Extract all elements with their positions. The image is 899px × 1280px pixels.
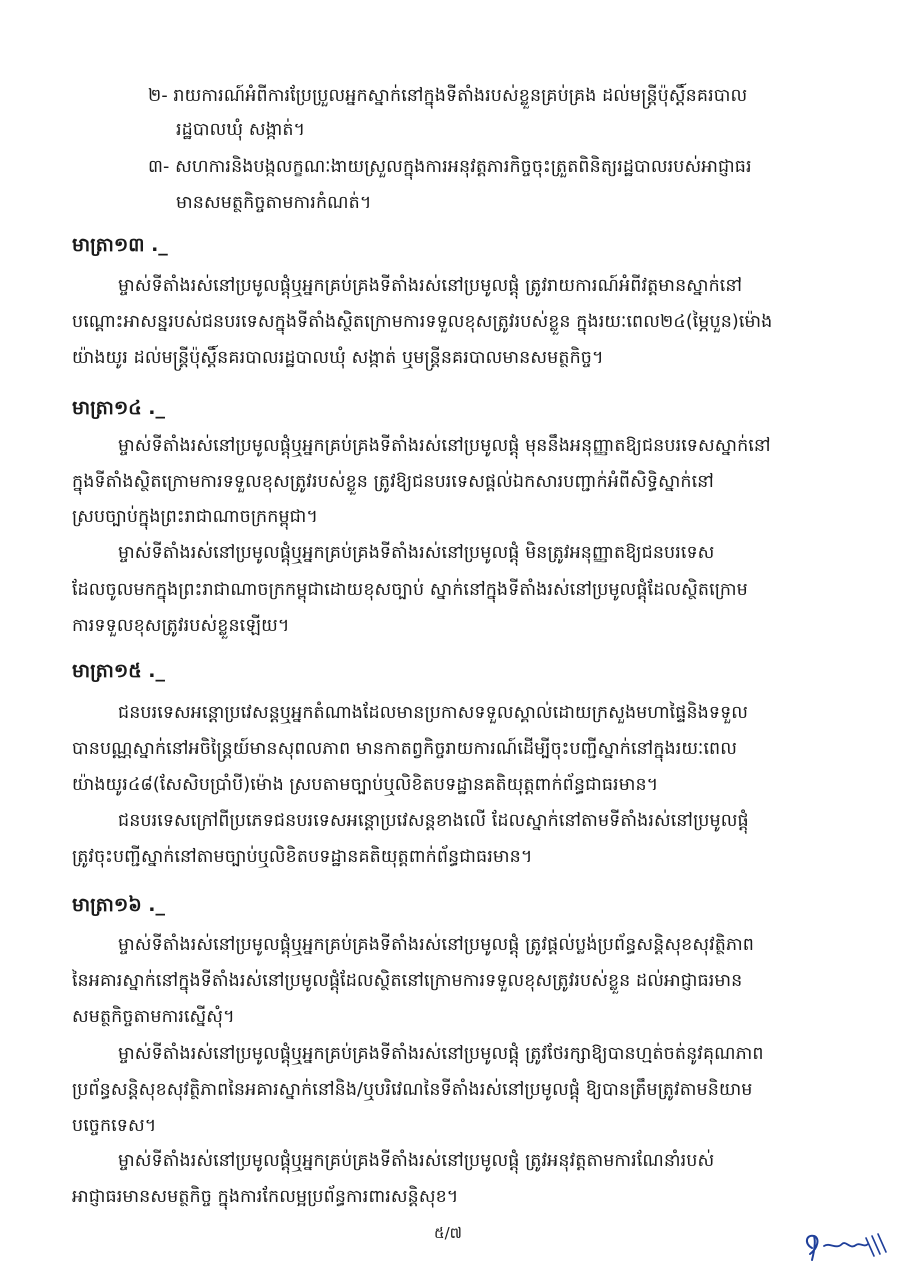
article-14-line-4: ម្ចាស់ទីតាំងរស់នៅប្រមូលផ្តុំឬអ្នកគ្រប់គ្រងទីតាំងរស់នៅប្រមូលផ្តុំ មិនត្រូវអនុញ្ញាតឱ្យជនបរទេស	[118, 543, 715, 563]
item-2-line-1: ២- រាយការណ៍អំពីការប្រែប្រួលអ្នកស្នាក់នៅក្នុងទីតាំងរបស់ខ្លួនគ្រប់គ្រង ដល់មន្ត្រីប៉ុស្តិ៍នគរបាល	[148, 86, 748, 106]
article-14-line-5: ដែលចូលមកក្នុងព្រះរាជាណាចក្រកម្ពុជាដោយខុសច្បាប់ ស្នាក់នៅក្នុងទីតាំងរស់នៅប្រមូលផ្តុំដែលស្ថិតក្រោម	[72, 580, 748, 600]
article-15-line-3: យ៉ាងយូរ៤៨(សែសិបប្រាំបី)ម៉ោង ស្របតាមច្បាប់ឬលិខិតបទដ្ឋានគតិយុត្តពាក់ព័ន្ធជាធរមាន។	[72, 775, 659, 795]
article-13-line-2: បណ្តោះអាសន្នរបស់ជនបរទេសក្នុងទីតាំងស្ថិតក្រោមការទទួលខុសត្រូវរបស់ខ្លួន ក្នុងរយៈពេល២៤(ម្ភៃបួន)ម៉ោង	[72, 312, 773, 332]
article-13-line-3: យ៉ាងយូរ ដល់មន្ត្រីប៉ុស្តិ៍នគរបាលរដ្ឋបាលឃុំ សង្កាត់ ឬមន្ត្រីនគរបាលមានសមត្ថកិច្ច។	[72, 348, 604, 368]
article-14-line-6: ការទទួលខុសត្រូវរបស់ខ្លួនឡើយ។	[72, 616, 290, 636]
signature-initials	[800, 1228, 890, 1264]
article-15-line-5: ត្រូវចុះបញ្ជីស្នាក់នៅតាមច្បាប់ឬលិខិតបទដ្ឋានគតិយុត្តពាក់ព័ន្ធជាធរមាន។	[72, 847, 533, 867]
article-15-heading: មាត្រា១៥ ._	[72, 660, 166, 682]
page-number: ៥/៧	[434, 1224, 462, 1242]
article-16-line-4: ម្ចាស់ទីតាំងរស់នៅប្រមូលផ្តុំឬអ្នកគ្រប់គ្រងទីតាំងរស់នៅប្រមូលផ្តុំ ត្រូវថែរក្សាឱ្យបានហ្មត់ចត់នូវគុណភាព	[118, 1044, 764, 1064]
article-16-line-7: ម្ចាស់ទីតាំងរស់នៅប្រមូលផ្តុំឬអ្នកគ្រប់គ្រងទីតាំងរស់នៅប្រមូលផ្តុំ ត្រូវអនុវត្តតាមការណែនាំរបស់	[118, 1151, 715, 1171]
article-14-line-1: ម្ចាស់ទីតាំងរស់នៅប្រមូលផ្តុំឬអ្នកគ្រប់គ្រងទីតាំងរស់នៅប្រមូលផ្តុំ មុននឹងអនុញ្ញាតឱ្យជនបរទេសស្នាក់នៅ	[118, 436, 771, 456]
article-14-heading: មាត្រា១៤ ._	[72, 397, 166, 419]
article-16-heading: មាត្រា១៦ ._	[72, 894, 166, 916]
item-2-line-2: រដ្ឋបាលឃុំ សង្កាត់។	[176, 120, 306, 140]
article-13-line-1: ម្ចាស់ទីតាំងរស់នៅប្រមូលផ្តុំឬអ្នកគ្រប់គ្រងទីតាំងរស់នៅប្រមូលផ្តុំ ត្រូវរាយការណ៍អំពីវត្តមានស្នាក់នៅ	[118, 276, 743, 296]
article-16-line-5: ប្រព័ន្ធសន្តិសុខសុវត្ថិភាពនៃអគារស្នាក់នៅនិង/ឬបរិវេណនៃទីតាំងរស់នៅប្រមូលផ្តុំ ឱ្យបានត្រឹមត្រូវតាមនិយាម	[72, 1080, 753, 1100]
item-3-line-2: មានសមត្ថកិច្ចតាមការកំណត់។	[176, 193, 372, 213]
article-14-line-3: ស្របច្បាប់ក្នុងព្រះរាជាណាចក្រកម្ពុជា។	[72, 507, 319, 527]
article-16-line-3: សមត្ថកិច្ចតាមការស្នើសុំ។	[72, 1007, 235, 1027]
article-15-line-1: ជនបរទេសអន្តោប្រវេសន្តឬអ្នកតំណាងដែលមានប្រកាសទទួលស្គាល់ដោយក្រសួងមហាផ្ទៃនិងទទួល	[118, 703, 749, 723]
article-16-line-8: អាជ្ញាធរមានសមត្ថកិច្ច ក្នុងការកែលម្អប្រព័ន្ធការពារសន្តិសុខ។	[72, 1187, 459, 1207]
article-13-heading: មាត្រា១៣ ._	[72, 234, 168, 256]
item-3-line-1: ៣- សហការនិងបង្កលក្ខណៈងាយស្រួលក្នុងការអនុវត្តភារកិច្ចចុះត្រួតពិនិត្យរដ្ឋបាលរបស់អាជ្ញាធរ	[148, 157, 752, 177]
article-16-line-2: នៃអគារស្នាក់នៅក្នុងទីតាំងរស់នៅប្រមូលផ្តុំដែលស្ថិតនៅក្រោមការទទួលខុសត្រូវរបស់ខ្លួន ដល់អាជ្ញាធរមាន	[72, 971, 743, 991]
article-14-line-2: ក្នុងទីតាំងស្ថិតក្រោមការទទួលខុសត្រូវរបស់ខ្លួន ត្រូវឱ្យជនបរទេសផ្តល់ឯកសារបញ្ជាក់អំពីសិទ្ធិស្នាក់នៅ	[72, 472, 714, 492]
article-16-line-1: ម្ចាស់ទីតាំងរស់នៅប្រមូលផ្តុំឬអ្នកគ្រប់គ្រងទីតាំងរស់នៅប្រមូលផ្តុំ ត្រូវផ្តល់ប្លង់ប្រព័ន្ធសន្តិសុខសុវត្ថិភាព	[118, 935, 754, 955]
article-16-line-6: បច្ចេកទេស។	[72, 1116, 157, 1136]
article-15-line-4: ជនបរទេសក្រៅពីប្រភេទជនបរទេសអន្តោប្រវេសន្តខាងលើ ដែលស្នាក់នៅតាមទីតាំងរស់នៅប្រមូលផ្តុំ	[118, 811, 749, 831]
article-15-line-2: បានបណ្ណស្នាក់នៅអចិន្ត្រៃយ៍មានសុពលភាព មានកាតព្វកិច្ចរាយការណ៍ដើម្បីចុះបញ្ជីស្នាក់នៅក្នុងរយៈពេល	[72, 739, 737, 759]
